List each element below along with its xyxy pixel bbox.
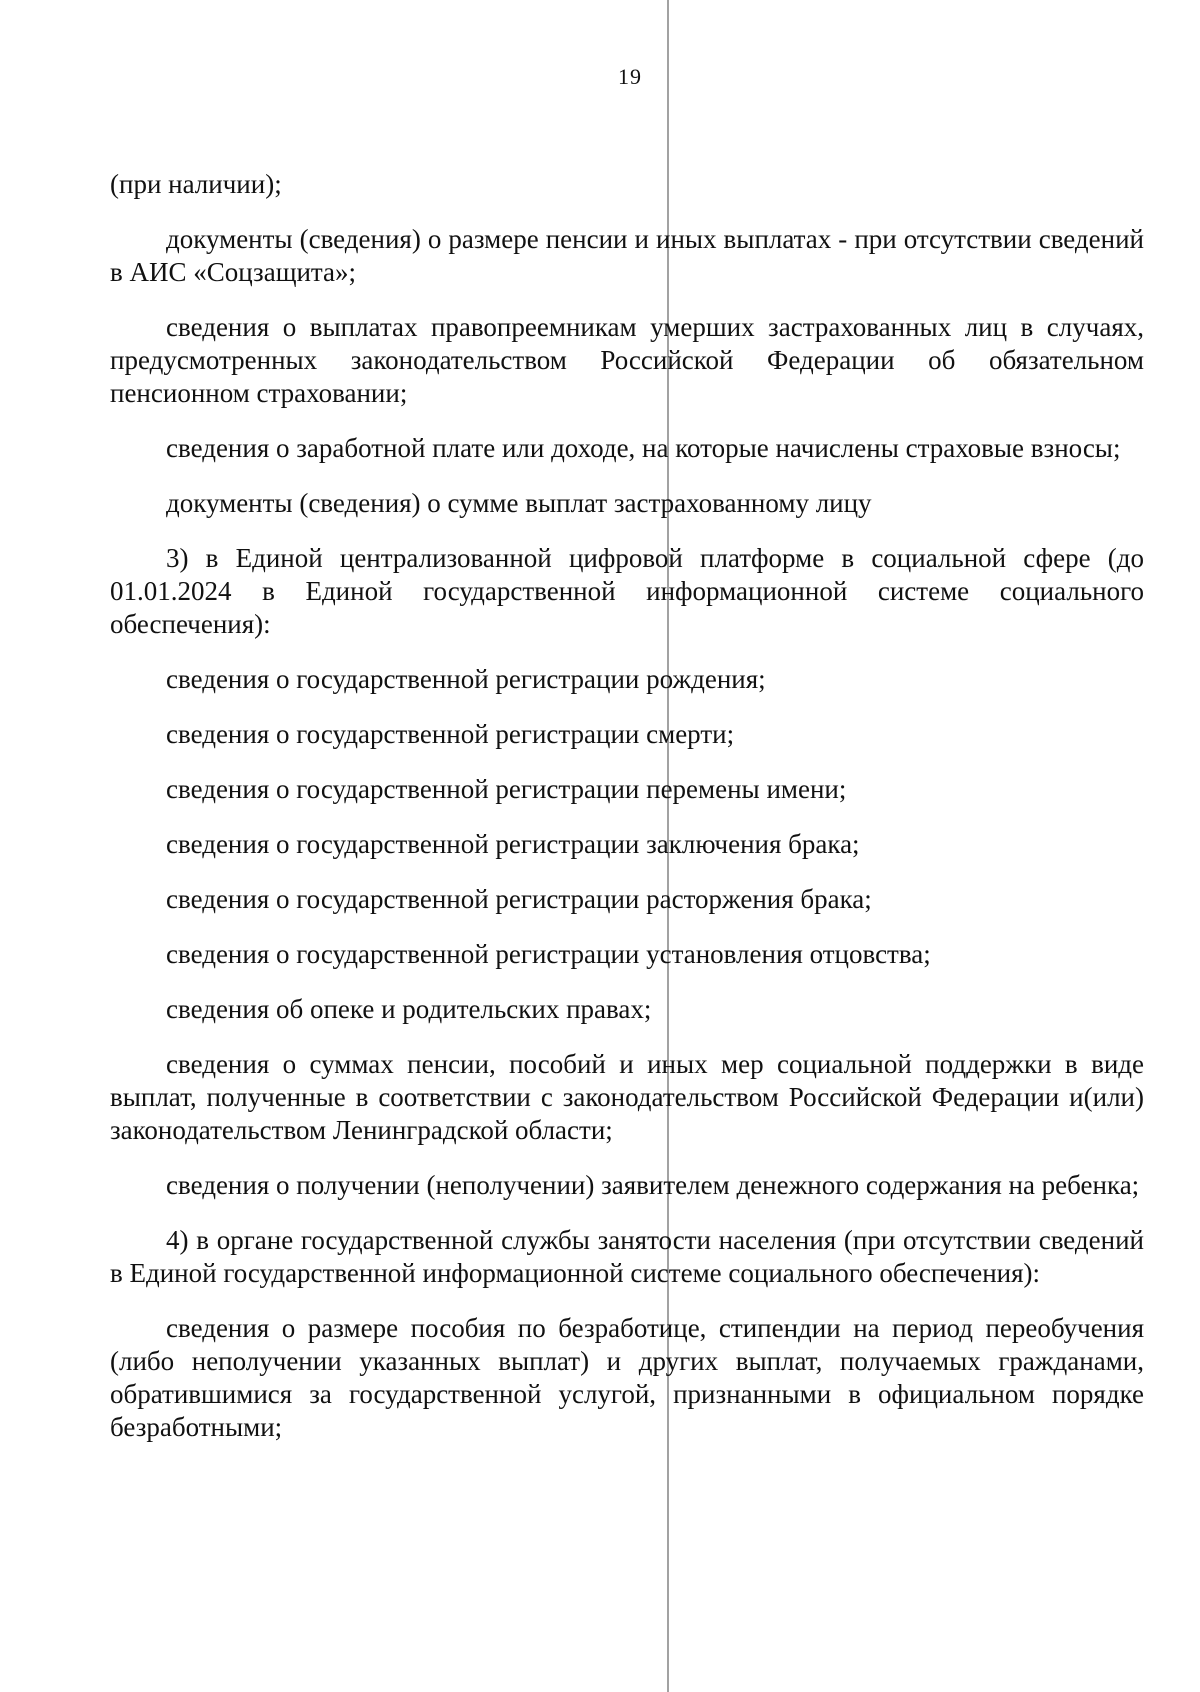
paragraph-8: сведения о государственной регистрации смерти;: [166, 719, 735, 749]
paragraph-10: сведения о государственной регистрации заключения брака;: [166, 829, 860, 859]
paragraph-11: сведения о государственной регистрации расторжения брака;: [166, 884, 872, 914]
paragraph-3: сведения о выплатах правопреемникам умерших застрахованных лиц в случаях, предусмотренных законодательством Российской Федерации об обязательном пенсионном страховании;: [110, 312, 1144, 408]
paragraph-17: сведения о размере пособия по безработице, стипендии на период переобучения (либо неполучении указанных выплат) и других выплат, получаемых гражданами, обратившимися за государственной услугой, признанными в официальном порядке безработными;: [110, 1313, 1144, 1442]
page-number: 19: [618, 64, 642, 89]
paragraph-16: 4) в органе государственной службы занятости населения (при отсутствии сведений в Единой государственной информационной системе социального обеспечения):: [110, 1225, 1144, 1288]
paragraph-13: сведения об опеке и родительских правах;: [166, 994, 652, 1024]
paragraph-1: (при наличии);: [110, 169, 282, 199]
paragraph-14: сведения о суммах пенсии, пособий и иных мер социальной поддержки в виде выплат, полученные в соответствии с законодательством Российской Федерации и(или) законодательством Ленинградской области;: [110, 1049, 1144, 1145]
paragraph-12: сведения о государственной регистрации установления отцовства;: [166, 939, 931, 969]
paragraph-4: сведения о заработной плате или доходе, на которые начислены страховые взносы;: [166, 433, 1121, 463]
paragraph-9: сведения о государственной регистрации перемены имени;: [166, 774, 847, 804]
paragraph-6: 3) в Единой централизованной цифровой платформе в социальной сфере (до 01.01.2024 в Единой государственной информационной системе социального обеспечения):: [110, 543, 1144, 639]
paragraph-15: сведения о получении (неполучении) заявителем денежного содержания на ребенка;: [166, 1170, 1140, 1200]
paragraph-2: документы (сведения) о размере пенсии и иных выплатах - при отсутствии сведений в АИС «Соцзащита»;: [110, 224, 1144, 287]
paragraph-5: документы (сведения) о сумме выплат застрахованному лицу: [166, 488, 872, 518]
paragraph-7: сведения о государственной регистрации рождения;: [166, 664, 766, 694]
document-body: [110, 168, 1144, 1466]
